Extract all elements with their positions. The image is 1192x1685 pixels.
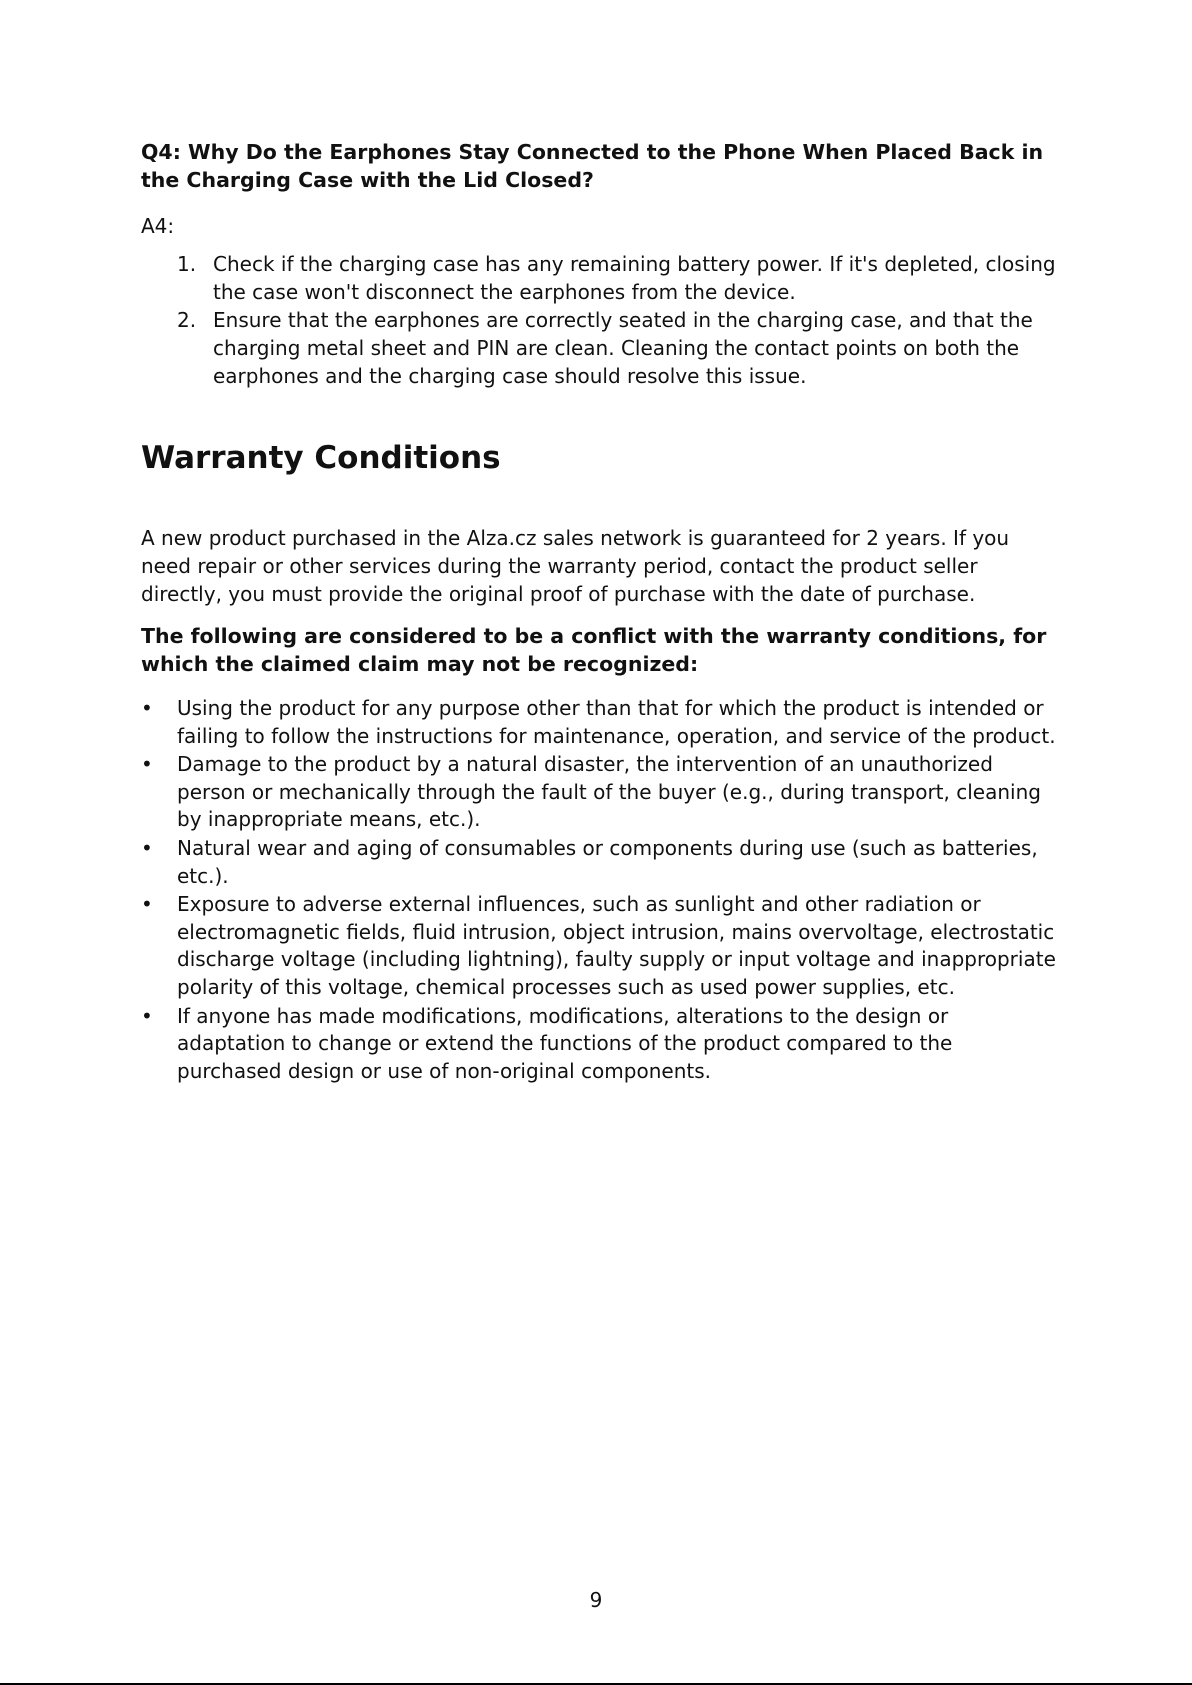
document-page [141, 138, 1061, 1086]
list-item-text: Exposure to adverse external influences, such as sunlight and other radiation or electromagnetic fields, fluid intrusion, object intrusion, mains overvoltage, electrostatic discharge voltage (including lightning), faulty supply or input voltage and inappropriate polarity of this voltage, chemical processes such as used power supplies, etc. [177, 892, 1056, 999]
list-item [141, 695, 1061, 750]
faq-question-heading: Q4: Why Do the Earphones Stay Connected to the Phone When Placed Back in the Charging Case with the Lid Closed? [141, 140, 1044, 192]
faq-answer-item [141, 250, 1061, 306]
bullet-icon: • [141, 752, 153, 777]
bullet-icon: • [141, 835, 153, 860]
warranty-heading: Warranty Conditions [141, 440, 501, 476]
list-item-text: If anyone has made modifications, modifications, alterations to the design or adaptation to change or extend the functions of the product compared to the purchased design or use of non-original components. [177, 1003, 953, 1083]
bullet-icon: • [141, 696, 153, 720]
list-item [141, 1003, 1061, 1086]
list-item-text: Natural wear and aging of consumables or components during use (such as batteries, etc.). [177, 835, 1038, 888]
list-item [141, 751, 1061, 834]
faq-answer-item [141, 306, 1061, 390]
list-item-text: Using the product for any purpose other than that for which the product is intended or failing to follow the instructions for maintenance, operation, and service of the product. [177, 696, 1056, 748]
list-item [141, 835, 1061, 890]
faq-answer-text: Ensure that the earphones are correctly seated in the charging case, and that the charging metal sheet and PIN are clean. Cleaning the contact points on both the earphones and the charging case should resolve this issue. [213, 308, 1033, 388]
list-item [141, 891, 1061, 1001]
bullet-icon: • [141, 1003, 153, 1028]
list-number: 2. [177, 308, 197, 332]
page-number: 9 [589, 1588, 603, 1612]
warranty-exclusions-list [141, 695, 1061, 1085]
list-number: 1. [177, 252, 197, 276]
faq-answer-text: Check if the charging case has any remaining battery power. If it's depleted, closing the case won't disconnect the earphones from the device. [213, 252, 1056, 304]
list-item-text: Damage to the product by a natural disaster, the intervention of an unauthorized person or mechanically through the fault of the buyer (e.g., during transport, cleaning by inappropriate means, etc.). [177, 752, 1041, 832]
warranty-conflict-heading: The following are considered to be a conflict with the warranty conditions, for which the claimed claim may not be recognized: [141, 624, 1047, 676]
faq-answer-list [141, 250, 1061, 390]
warranty-intro: A new product purchased in the Alza.cz sales network is guaranteed for 2 years. If you need repair or other services during the warranty period, contact the product seller directly, you must provide the original proof of purchase with the date of purchase. [141, 526, 1010, 606]
faq-answer-label: A4: [141, 214, 175, 238]
bullet-icon: • [141, 892, 153, 917]
